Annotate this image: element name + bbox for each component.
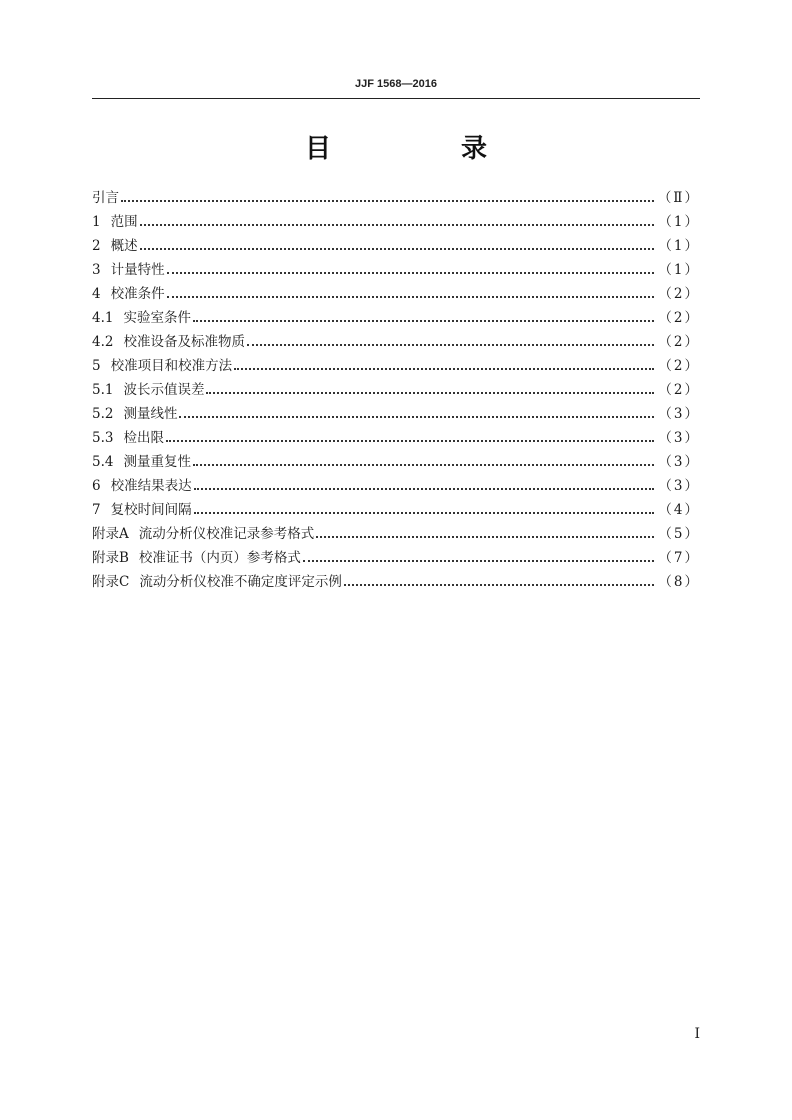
toc-entry-page: （2） xyxy=(658,358,700,374)
toc-entry-page: （2） xyxy=(658,286,700,302)
toc-dot-leader xyxy=(167,296,655,298)
document-code: JJF 1568—2016 xyxy=(355,78,437,90)
toc-dot-leader xyxy=(140,224,655,226)
toc-entry-number: 4 xyxy=(92,286,101,302)
toc-entry-page: （1） xyxy=(658,214,700,230)
toc-dot-leader xyxy=(194,488,655,490)
toc-entry-title: 校准设备及标准物质 xyxy=(123,334,245,350)
table-of-contents xyxy=(92,186,700,594)
toc-entry-title: 流动分析仪校准记录参考格式 xyxy=(138,526,315,542)
toc-entry-number: 3 xyxy=(92,262,101,278)
toc-entry-number: 5.1 xyxy=(92,382,114,398)
toc-entry-title: 概述 xyxy=(110,238,138,254)
toc-entry-title: 流动分析仪校准不确定度评定示例 xyxy=(139,574,342,590)
toc-entry[interactable] xyxy=(92,546,700,570)
toc-dot-leader xyxy=(140,248,655,250)
header-divider xyxy=(92,98,700,99)
toc-entry-title: 计量特性 xyxy=(110,262,165,278)
toc-dot-leader xyxy=(166,440,654,442)
toc-dot-leader xyxy=(193,464,654,466)
toc-dot-leader xyxy=(316,536,654,538)
toc-entry-number: 5.4 xyxy=(92,454,114,470)
toc-entry[interactable] xyxy=(92,258,700,282)
page-number: I xyxy=(694,1026,700,1042)
toc-dot-leader xyxy=(234,368,654,370)
toc-entry-number: 4.2 xyxy=(92,334,114,350)
toc-entry-page: （2） xyxy=(658,310,700,326)
toc-dot-leader xyxy=(179,416,654,418)
toc-entry-page: （3） xyxy=(658,430,700,446)
toc-entry[interactable] xyxy=(92,354,700,378)
toc-entry-number: 4.1 xyxy=(92,310,114,326)
toc-dot-leader xyxy=(194,512,655,514)
toc-dot-leader xyxy=(193,320,654,322)
toc-entry[interactable] xyxy=(92,210,700,234)
toc-entry-title: 测量重复性 xyxy=(123,454,191,470)
toc-entry-number: 5 xyxy=(92,358,101,374)
toc-entry[interactable] xyxy=(92,306,700,330)
toc-entry-page: （2） xyxy=(658,382,700,398)
toc-entry-page: （1） xyxy=(658,238,700,254)
toc-entry-number: 附录A xyxy=(92,526,129,542)
toc-entry-page: （3） xyxy=(658,478,700,494)
toc-dot-leader xyxy=(247,344,654,346)
toc-entry-page: （3） xyxy=(658,406,700,422)
toc-entry-number: 附录B xyxy=(92,550,129,566)
toc-entry[interactable] xyxy=(92,570,700,594)
toc-entry-page: （8） xyxy=(658,574,700,590)
toc-entry-title: 校准项目和校准方法 xyxy=(110,358,233,374)
page-title: 目 录 xyxy=(304,134,539,164)
toc-dot-leader xyxy=(167,272,655,274)
toc-dot-leader xyxy=(206,392,654,394)
toc-entry-title: 校准证书（内页）参考格式 xyxy=(138,550,301,566)
toc-entry-number: 5.2 xyxy=(92,406,114,422)
toc-entry[interactable] xyxy=(92,402,700,426)
toc-entry-title: 实验室条件 xyxy=(123,310,191,326)
toc-entry-page: （5） xyxy=(658,526,700,542)
toc-dot-leader xyxy=(121,200,654,202)
toc-entry-title: 波长示值误差 xyxy=(123,382,205,398)
toc-entry-page: （1） xyxy=(658,262,700,278)
toc-entry-page: （7） xyxy=(658,550,700,566)
toc-dot-leader xyxy=(303,560,654,562)
toc-entry[interactable] xyxy=(92,474,700,498)
toc-entry-page: （3） xyxy=(658,454,700,470)
toc-entry-title: 校准结果表达 xyxy=(110,478,192,494)
toc-entry-number: 5.3 xyxy=(92,430,114,446)
toc-entry[interactable] xyxy=(92,330,700,354)
toc-entry-title: 引言 xyxy=(92,190,119,206)
toc-entry-number: 附录C xyxy=(92,574,130,590)
toc-entry-title: 校准条件 xyxy=(110,286,165,302)
toc-entry[interactable] xyxy=(92,282,700,306)
toc-entry-title: 范围 xyxy=(110,214,138,230)
toc-entry-title: 检出限 xyxy=(123,430,164,446)
toc-entry-number: 6 xyxy=(92,478,101,494)
toc-entry[interactable] xyxy=(92,378,700,402)
toc-entry[interactable] xyxy=(92,450,700,474)
toc-dot-leader xyxy=(344,584,655,586)
toc-entry-title: 测量线性 xyxy=(123,406,178,422)
toc-entry[interactable] xyxy=(92,498,700,522)
toc-entry[interactable] xyxy=(92,234,700,258)
toc-entry[interactable] xyxy=(92,426,700,450)
toc-entry-title: 复校时间间隔 xyxy=(110,502,192,518)
toc-entry-page: （Ⅱ） xyxy=(657,190,700,206)
toc-entry[interactable] xyxy=(92,186,700,210)
toc-entry-number: 7 xyxy=(92,502,101,518)
toc-entry-page: （2） xyxy=(658,334,700,350)
toc-entry-page: （4） xyxy=(658,502,700,518)
toc-entry-number: 1 xyxy=(92,214,101,230)
toc-entry[interactable] xyxy=(92,522,700,546)
toc-entry-number: 2 xyxy=(92,238,101,254)
